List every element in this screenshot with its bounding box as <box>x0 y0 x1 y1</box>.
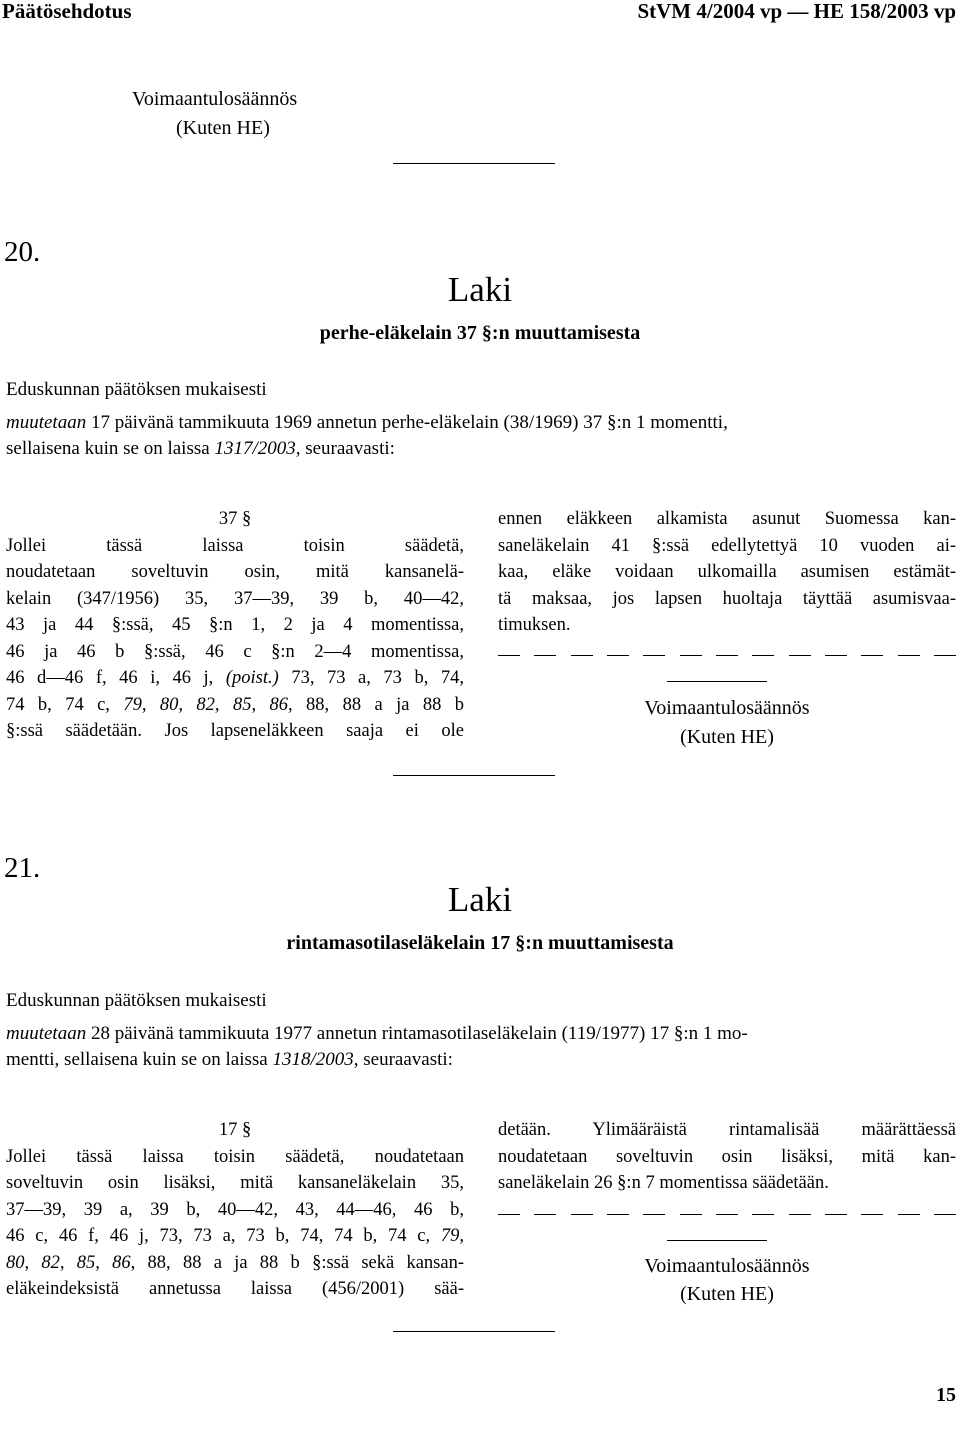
intro-text: Eduskunnan päätöksen mukaisesti <box>6 379 267 400</box>
column-line: noudatetaan soveltuvin osin, mitä kansanelä- <box>6 562 464 582</box>
column-line: Jollei tässä laissa toisin säädetä, <box>6 535 464 556</box>
header-left: Päätösehdotus <box>2 0 132 23</box>
divider <box>393 163 555 164</box>
column-line: tä maksaa, jos lapsen huoltaja täyttää asumisvaa- <box>498 588 956 609</box>
column-line <box>6 665 464 692</box>
law-title: Laki <box>447 880 513 919</box>
column-line: soveltuvin osin lisäksi, mitä kansaneläkelain 35, <box>6 1173 464 1193</box>
amendment-line-2 <box>6 1047 956 1073</box>
text-span: , 88, 88 a ja 88 b <box>288 694 465 715</box>
text-span: , seuraavasti: <box>353 1049 453 1070</box>
text-span: sellaisena kuin se on laissa <box>6 438 215 459</box>
column-line: detään. Ylimääräistä rintamalisää määrättäessä <box>498 1120 956 1140</box>
entry-title: Voimaantulosäännös <box>644 1255 810 1277</box>
top-entry-note: (Kuten HE) <box>176 117 270 139</box>
italic-text: 1317/2003 <box>214 438 296 459</box>
text-span: mentti, sellaisena kuin se on laissa <box>6 1049 273 1070</box>
left-column <box>6 506 464 745</box>
section-number: 20. <box>4 236 41 268</box>
entry-title: Voimaantulosäännös <box>644 697 810 719</box>
italic-text: 79, 80, 82, 85, 86 <box>123 694 288 715</box>
italic-text: muutetaan <box>6 412 87 433</box>
column-line <box>6 1250 464 1277</box>
entry-note: (Kuten HE) <box>680 1283 774 1305</box>
amendment-line-1 <box>6 410 956 436</box>
column-line: ennen eläkkeen alkamista asunut Suomessa kan- <box>498 509 956 529</box>
omission-dashes <box>498 1214 956 1215</box>
omission-dashes <box>498 655 956 656</box>
column-line: 46 ja 46 b §:ssä, 46 c §:n 2—4 momentissa, <box>6 641 464 662</box>
italic-text: 79, <box>440 1226 464 1246</box>
text-span: 28 päivänä tammikuuta 1977 annetun rintamasotilaseläkelain (119/1977) 17 §:n 1 mo- <box>86 1023 748 1044</box>
page-number: 15 <box>936 1384 956 1406</box>
italic-text: (poist.) <box>225 668 279 688</box>
law-subtitle: rintamasotilaseläkelain 17 §:n muuttamisesta <box>286 932 674 954</box>
divider <box>393 1331 555 1332</box>
column-line: 43 ja 44 §:ssä, 45 §:n 1, 2 ja 4 momentissa, <box>6 615 464 635</box>
text-span: 46 d—46 f, 46 i, 46 j, <box>6 668 226 688</box>
column-line: timuksen. <box>498 615 571 635</box>
intro-text: Eduskunnan päätöksen mukaisesti <box>6 990 267 1011</box>
right-column <box>498 1117 956 1197</box>
column-line: Jollei tässä laissa toisin säädetä, noudatetaan <box>6 1146 464 1167</box>
column-line <box>6 692 464 719</box>
text-span: 74 b, 74 c, <box>6 694 124 715</box>
amendment-line-1 <box>6 1021 956 1047</box>
text-span: , 88, 88 a ja 88 b §:ssä sekä kansan- <box>130 1252 465 1273</box>
section-number: 21. <box>4 852 41 884</box>
column-line: saneläkelain 41 §:ssä edellytettyä 10 vuoden ai- <box>498 535 956 556</box>
top-entry-title: Voimaantulosäännös <box>132 88 298 110</box>
italic-text: muutetaan <box>6 1023 87 1044</box>
column-line: noudatetaan soveltuvin osin lisäksi, mitä kan- <box>498 1146 956 1167</box>
italic-text: 1318/2003 <box>272 1049 354 1070</box>
column-line: saneläkelain 26 §:n 7 momentissa säädetään. <box>498 1173 829 1193</box>
divider <box>393 775 555 776</box>
text-span: 46 c, 46 f, 46 j, 73, 73 a, 73 b, 74, 74 b, 74 c, <box>6 1226 441 1246</box>
law-title: Laki <box>447 270 513 309</box>
column-line: kaa, eläke voidaan ulkomailla asumisen estämät- <box>498 562 956 582</box>
text-span: 17 päivänä tammikuuta 1969 annetun perhe-eläkelain (38/1969) 37 §:n 1 momentti, <box>86 412 728 433</box>
column-line: eläkeindeksistä annetussa laissa (456/2001) sää- <box>6 1279 464 1299</box>
amendment-line-2 <box>6 436 956 462</box>
header-right: StVM 4/2004 vp — HE 158/2003 vp <box>637 0 956 23</box>
divider <box>667 681 767 682</box>
italic-text: 80, 82, 85, 86 <box>6 1252 131 1273</box>
divider <box>667 1240 767 1241</box>
entry-note: (Kuten HE) <box>680 726 774 748</box>
paragraph-number: 17 § <box>218 1120 252 1140</box>
column-line: 37—39, 39 a, 39 b, 40—42, 43, 44—46, 46 b, <box>6 1199 464 1220</box>
column-line: kelain (347/1956) 35, 37—39, 39 b, 40—42, <box>6 588 464 609</box>
left-column <box>6 1117 464 1303</box>
paragraph-number: 37 § <box>218 509 252 529</box>
law-subtitle: perhe-eläkelain 37 §:n muuttamisesta <box>319 322 641 344</box>
text-span: 73, 73 a, 73 b, 74, <box>278 668 464 688</box>
right-column <box>498 506 956 639</box>
column-line: §:ssä säädetään. Jos lapseneläkkeen saaja ei ole <box>6 721 464 741</box>
text-span: , seuraavasti: <box>295 438 395 459</box>
column-line <box>6 1223 464 1250</box>
